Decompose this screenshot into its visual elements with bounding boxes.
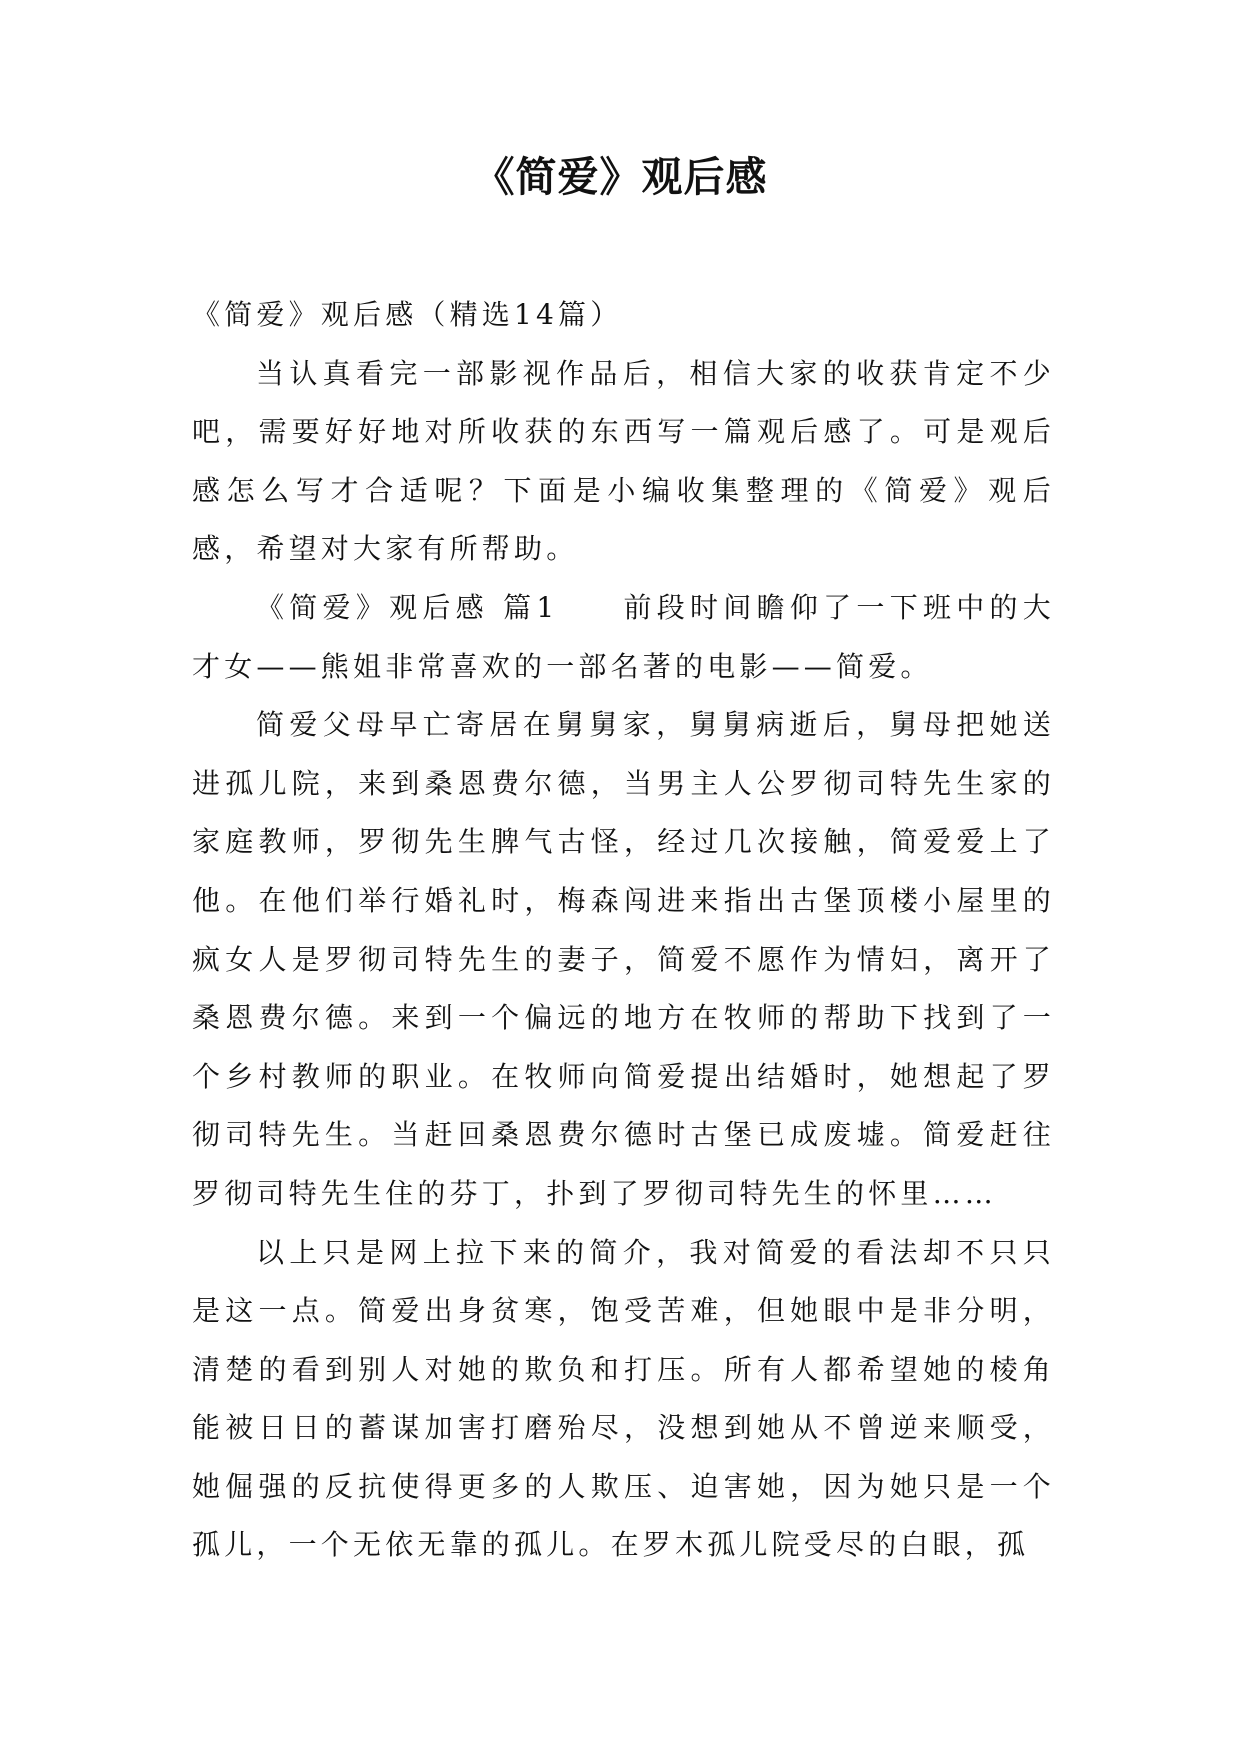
body-paragraph: 简爱父母早亡寄居在舅舅家，舅舅病逝后，舅母把她送进孤儿院，来到桑恩费尔德，当男主人公罗彻司特先生家的家庭教师，罗彻先生脾气古怪，经过几次接触，简爱爱上了他。在他们举行婚礼时，梅森闯进来指出古堡顶楼小屋里的疯女人是罗彻司特先生的妻子，简爱不愿作为情妇，离开了桑恩费尔德。来到一个偏远的地方在牧师的帮助下找到了一个乡村教师的职业。在牧师向简爱提出结婚时，她想起了罗彻司特先生。当赶回桑恩费尔德时古堡已成废墟。简爱赶往罗彻司特先生住的芬丁，扑到了罗彻司特先生的怀里…… (192, 708, 1055, 1210)
body-paragraph: 以上只是网上拉下来的简介，我对简爱的看法却不只只是这一点。简爱出身贫寒，饱受苦难，但她眼中是非分明，清楚的看到别人对她的欺负和打压。所有人都希望她的棱角能被日日的蓄谋加害打磨殆尽，没想到她从不曾逆来顺受，她倔强的反抗使得更多的人欺压、迫害她，因为她只是一个孤儿，一个无依无靠的孤儿。在罗木孤儿院受尽的白眼，孤 (192, 1235, 1055, 1562)
document-subtitle: 《简爱》观后感（精选14篇） (192, 298, 623, 331)
section-1-paragraph (192, 579, 1055, 696)
document-body (192, 286, 1055, 1575)
document-title: 《简爱》观后感 (473, 153, 768, 201)
section-1-lead: 前段时间瞻仰了一下班中的大才女——熊姐非常喜欢的一部名著的电影——简爱。 (192, 590, 1055, 683)
intro-paragraph: 当认真看完一部影视作品后，相信大家的收获肯定不少吧，需要好好地对所收获的东西写一篇观后感了。可是观后感怎么写才合适呢？下面是小编收集整理的《简爱》观后感，希望对大家有所帮助。 (192, 356, 1055, 566)
section-1-heading: 《简爱》观后感 篇1 (256, 590, 559, 624)
